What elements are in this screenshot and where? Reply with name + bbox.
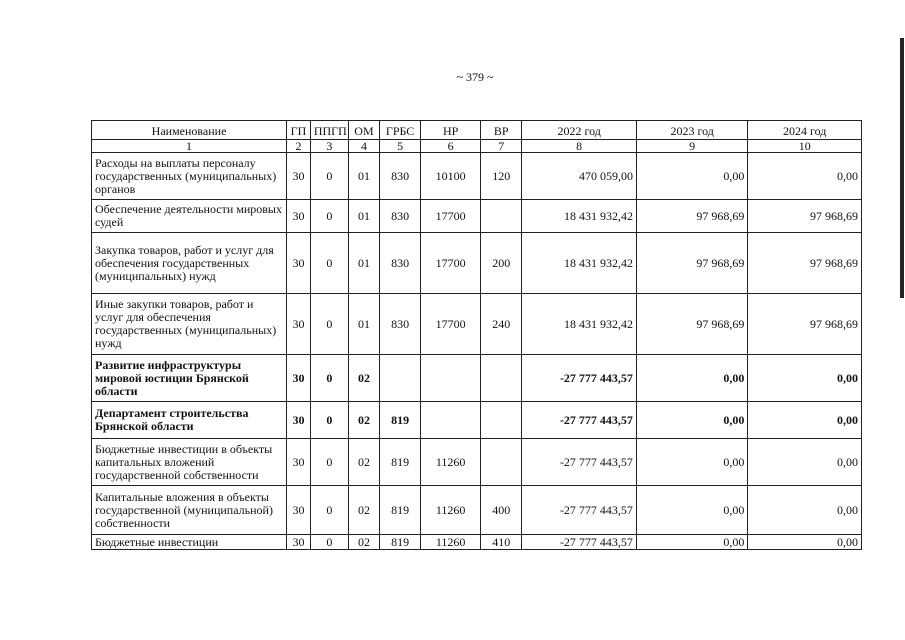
row-amount-2023: 0,00 xyxy=(636,535,747,550)
row-amount-2022: -27 777 443,57 xyxy=(522,402,637,439)
row-amount-2024: 97 968,69 xyxy=(748,200,862,233)
row-ppgp: 0 xyxy=(310,233,348,294)
row-name: Закупка товаров, работ и услуг для обеспечения государственных (муниципальных) нужд xyxy=(92,233,287,294)
row-amount-2022: -27 777 443,57 xyxy=(522,439,637,486)
column-index: 1 xyxy=(92,140,287,153)
column-index: 2 xyxy=(287,140,311,153)
row-nr: 11260 xyxy=(421,439,481,486)
column-index-row xyxy=(92,140,862,153)
page-number: ~ 379 ~ xyxy=(456,70,494,84)
row-gp: 30 xyxy=(287,294,311,355)
row-nr xyxy=(421,402,481,439)
table-row xyxy=(92,439,862,486)
table-row xyxy=(92,153,862,200)
row-gp: 30 xyxy=(287,402,311,439)
row-vr: 410 xyxy=(481,535,522,550)
row-amount-2023: 97 968,69 xyxy=(636,294,747,355)
row-vr xyxy=(481,402,522,439)
table-row xyxy=(92,535,862,550)
header-gp: ГП xyxy=(287,121,311,140)
row-ppgp: 0 xyxy=(310,200,348,233)
row-grbs: 819 xyxy=(379,402,420,439)
row-nr: 17700 xyxy=(421,294,481,355)
row-amount-2024: 0,00 xyxy=(748,439,862,486)
column-index: 3 xyxy=(310,140,348,153)
header-grbs: ГРБС xyxy=(379,121,420,140)
row-gp: 30 xyxy=(287,233,311,294)
row-gp: 30 xyxy=(287,355,311,402)
column-index: 6 xyxy=(421,140,481,153)
row-grbs: 819 xyxy=(379,439,420,486)
row-amount-2023: 0,00 xyxy=(636,355,747,402)
row-vr: 240 xyxy=(481,294,522,355)
row-nr xyxy=(421,355,481,402)
row-ppgp: 0 xyxy=(310,439,348,486)
row-vr: 400 xyxy=(481,486,522,535)
column-index: 7 xyxy=(481,140,522,153)
row-ppgp: 0 xyxy=(310,153,348,200)
table-row xyxy=(92,402,862,439)
row-vr xyxy=(481,200,522,233)
row-om: 02 xyxy=(349,355,380,402)
row-gp: 30 xyxy=(287,486,311,535)
table-row xyxy=(92,486,862,535)
row-gp: 30 xyxy=(287,200,311,233)
row-grbs: 830 xyxy=(379,153,420,200)
row-vr xyxy=(481,439,522,486)
row-amount-2022: 18 431 932,42 xyxy=(522,294,637,355)
row-om: 01 xyxy=(349,153,380,200)
header-vr: ВР xyxy=(481,121,522,140)
row-ppgp: 0 xyxy=(310,535,348,550)
table-row xyxy=(92,355,862,402)
scan-edge-mark xyxy=(900,38,904,298)
row-amount-2023: 97 968,69 xyxy=(636,200,747,233)
row-name: Капитальные вложения в объекты государственной (муниципальной) собственности xyxy=(92,486,287,535)
row-amount-2022: 18 431 932,42 xyxy=(522,200,637,233)
row-grbs: 819 xyxy=(379,535,420,550)
header-name: Наименование xyxy=(92,121,287,140)
row-name: Иные закупки товаров, работ и услуг для обеспечения государственных (муниципальных) нужд xyxy=(92,294,287,355)
row-grbs: 830 xyxy=(379,233,420,294)
row-gp: 30 xyxy=(287,153,311,200)
header-om: ОМ xyxy=(349,121,380,140)
row-name: Расходы на выплаты персоналу государственных (муниципальных) органов xyxy=(92,153,287,200)
column-index: 8 xyxy=(522,140,637,153)
row-vr: 120 xyxy=(481,153,522,200)
row-amount-2024: 0,00 xyxy=(748,535,862,550)
row-vr xyxy=(481,355,522,402)
row-amount-2022: -27 777 443,57 xyxy=(522,355,637,402)
row-vr: 200 xyxy=(481,233,522,294)
row-amount-2024: 97 968,69 xyxy=(748,233,862,294)
row-gp: 30 xyxy=(287,439,311,486)
row-grbs: 830 xyxy=(379,294,420,355)
row-amount-2023: 0,00 xyxy=(636,402,747,439)
row-amount-2023: 0,00 xyxy=(636,153,747,200)
row-ppgp: 0 xyxy=(310,355,348,402)
row-amount-2022: 470 059,00 xyxy=(522,153,637,200)
table-row xyxy=(92,294,862,355)
header-ppgp: ППГП xyxy=(310,121,348,140)
row-grbs: 830 xyxy=(379,200,420,233)
row-om: 02 xyxy=(349,535,380,550)
table-row xyxy=(92,233,862,294)
row-nr: 17700 xyxy=(421,200,481,233)
row-name: Бюджетные инвестиции xyxy=(92,535,287,550)
row-om: 02 xyxy=(349,486,380,535)
header-2023: 2023 год xyxy=(636,121,747,140)
row-nr: 11260 xyxy=(421,535,481,550)
row-ppgp: 0 xyxy=(310,486,348,535)
row-amount-2023: 97 968,69 xyxy=(636,233,747,294)
row-amount-2022: -27 777 443,57 xyxy=(522,535,637,550)
row-grbs: 819 xyxy=(379,486,420,535)
row-amount-2024: 97 968,69 xyxy=(748,294,862,355)
row-name: Обеспечение деятельности мировых судей xyxy=(92,200,287,233)
budget-table xyxy=(91,120,862,550)
row-name: Развитие инфраструктуры мировой юстиции Брянской области xyxy=(92,355,287,402)
column-index: 9 xyxy=(636,140,747,153)
column-index: 4 xyxy=(349,140,380,153)
row-amount-2024: 0,00 xyxy=(748,355,862,402)
row-amount-2022: -27 777 443,57 xyxy=(522,486,637,535)
row-name: Бюджетные инвестиции в объекты капитальных вложений государственной собственности xyxy=(92,439,287,486)
row-amount-2022: 18 431 932,42 xyxy=(522,233,637,294)
row-ppgp: 0 xyxy=(310,402,348,439)
row-amount-2023: 0,00 xyxy=(636,486,747,535)
row-grbs xyxy=(379,355,420,402)
row-om: 02 xyxy=(349,439,380,486)
row-nr: 17700 xyxy=(421,233,481,294)
row-amount-2024: 0,00 xyxy=(748,402,862,439)
row-amount-2024: 0,00 xyxy=(748,486,862,535)
header-2024: 2024 год xyxy=(748,121,862,140)
row-amount-2024: 0,00 xyxy=(748,153,862,200)
row-ppgp: 0 xyxy=(310,294,348,355)
row-om: 01 xyxy=(349,294,380,355)
row-amount-2023: 0,00 xyxy=(636,439,747,486)
header-nr: НР xyxy=(421,121,481,140)
row-nr: 10100 xyxy=(421,153,481,200)
header-2022: 2022 год xyxy=(522,121,637,140)
table-row xyxy=(92,200,862,233)
column-index: 10 xyxy=(748,140,862,153)
row-gp: 30 xyxy=(287,535,311,550)
row-om: 01 xyxy=(349,200,380,233)
row-om: 01 xyxy=(349,233,380,294)
table-body xyxy=(92,153,862,550)
header-row xyxy=(92,121,862,140)
column-index: 5 xyxy=(379,140,420,153)
row-om: 02 xyxy=(349,402,380,439)
row-nr: 11260 xyxy=(421,486,481,535)
row-name: Департамент строительства Брянской области xyxy=(92,402,287,439)
